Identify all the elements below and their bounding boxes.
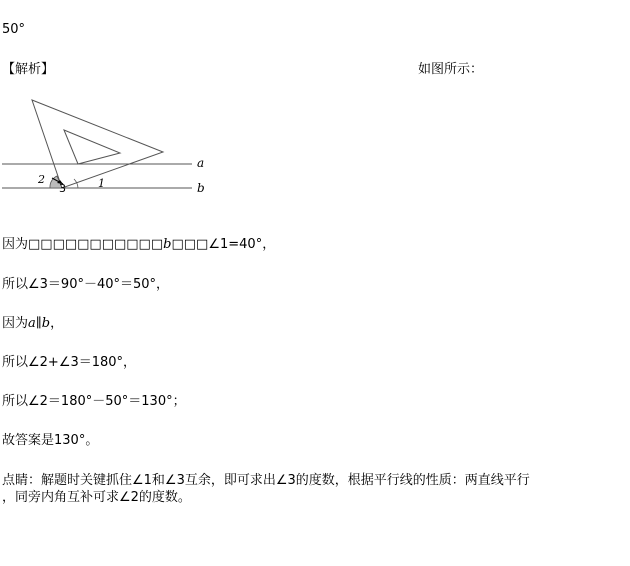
label-3: 3 [59,182,66,195]
label-2: 2 [38,173,45,186]
step-3-prefix: 因为 [2,316,29,331]
solution-step-6: 故答案是130°。 [2,433,99,448]
label-b: b [197,181,205,195]
solution-step-1 [2,237,275,253]
step-3-suffix: ， [50,316,64,331]
hint-line-2: ，同旁内角互补可求∠2的度数。 [2,490,191,505]
step-1-prefix: 因为 [2,237,29,252]
step-1-var-b: b [163,237,172,252]
solution-step-2: 所以∠3＝90°－40°＝50°， [2,277,170,292]
analysis-heading: 【解析】 [2,62,55,77]
label-1: 1 [98,177,105,190]
hint-line-1: 点睛：解题时关键抓住∠1和∠3互余，即可求出∠3的度数，根据平行线的性质：两直线平行 [2,473,530,488]
figure-caption: 如图所示： [418,62,484,77]
step-1-missing-glyphs-2: □□□ [171,237,209,252]
geometry-figure [0,94,220,198]
solution-step-4: 所以∠2+∠3＝180°， [2,355,137,370]
label-a: a [197,156,205,170]
solution-step-5: 所以∠2＝180°－50°＝130°； [2,394,186,409]
set-square-inner [64,130,120,164]
answer-text: 50° [2,22,26,37]
solution-step-3 [2,316,63,332]
step-1-suffix: ∠1=40°， [208,237,276,252]
step-1-missing-glyphs: □□□□□□□□□□□ [28,237,164,252]
step-3-parallel: a∥b [28,316,51,331]
